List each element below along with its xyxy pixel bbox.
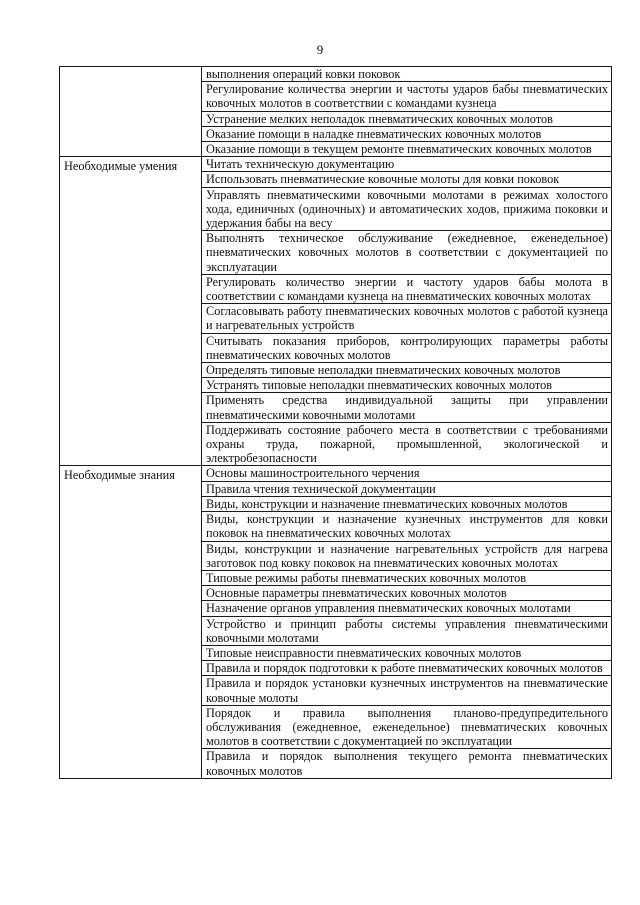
item-cell: Согласовывать работу пневматических ковочных молотов с работой кузнеца и нагревательных устройств <box>202 304 612 333</box>
item-cell: Типовые режимы работы пневматических ковочных молотов <box>202 570 612 585</box>
item-cell: Использовать пневматические ковочные молоты для ковки поковок <box>202 172 612 187</box>
table-row <box>60 67 612 82</box>
item-cell: Применять средства индивидуальной защиты при управлении пневматическими ковочными молотами <box>202 393 612 422</box>
item-cell: Виды, конструкции и назначение кузнечных инструментов для ковки поковок на пневматических ковочных молотах <box>202 512 612 541</box>
item-cell: Управлять пневматическими ковочными молотами в режимах холостого хода, единичных (одиночных) и автоматических ходов, прижима поковки и удержания бабы на весу <box>202 187 612 231</box>
item-cell: Устранять типовые неполадки пневматических ковочных молотов <box>202 378 612 393</box>
item-cell: Определять типовые неполадки пневматических ковочных молотов <box>202 363 612 378</box>
requirements-table <box>59 66 612 779</box>
item-cell: Порядок и правила выполнения планово-предупредительного обслуживания (ежедневное, еженедельное) пневматических ковочных молотов в соответствии с документацией по эксплуатации <box>202 705 612 749</box>
item-cell: Оказание помощи в наладке пневматических ковочных молотов <box>202 126 612 141</box>
item-cell: Типовые неисправности пневматических ковочных молотов <box>202 645 612 660</box>
item-cell: Читать техническую документацию <box>202 157 612 172</box>
item-cell: Регулировать количество энергии и частоту ударов бабы молота в соответствии с командами кузнеца на пневматических ковочных молотах <box>202 274 612 303</box>
category-cell: Необходимые умения <box>60 157 202 466</box>
item-cell: Основные параметры пневматических ковочных молотов <box>202 586 612 601</box>
item-cell: Устройство и принцип работы системы управления пневматическими ковочными молотами <box>202 616 612 645</box>
item-cell: Правила и порядок подготовки к работе пневматических ковочных молотов <box>202 661 612 676</box>
item-cell: Правила и порядок выполнения текущего ремонта пневматических ковочных молотов <box>202 749 612 778</box>
item-cell: Назначение органов управления пневматических ковочных молотами <box>202 601 612 616</box>
item-cell: Правила чтения технической документации <box>202 481 612 496</box>
page-number: 9 <box>316 42 324 57</box>
category-cell: Необходимые знания <box>60 466 202 778</box>
item-cell: Виды, конструкции и назначение нагревательных устройств для нагрева заготовок под ковку поковок на пневматических ковочных молотах <box>202 541 612 570</box>
item-cell: Виды, конструкции и назначение пневматических ковочных молотов <box>202 496 612 511</box>
item-cell: Выполнять техническое обслуживание (ежедневное, еженедельное) пневматических ковочных молотов в соответствии с документацией по эксплуатации <box>202 231 612 275</box>
table-row <box>60 157 612 172</box>
item-cell: Поддерживать состояние рабочего места в соответствии с требованиями охраны труда, пожарной, промышленной, экологической и электробезопасности <box>202 422 612 466</box>
item-cell: Оказание помощи в текущем ремонте пневматических ковочных молотов <box>202 142 612 157</box>
item-cell: выполнения операций ковки поковок <box>202 67 612 82</box>
category-cell <box>60 67 202 157</box>
item-cell: Правила и порядок установки кузнечных инструментов на пневматические ковочные молоты <box>202 676 612 705</box>
item-cell: Регулирование количества энергии и частоты ударов бабы пневматических ковочных молотов в соответствии с командами кузнеца <box>202 82 612 111</box>
item-cell: Считывать показания приборов, контролирующих параметры работы пневматических ковочных молотов <box>202 333 612 362</box>
item-cell: Основы машиностроительного черчения <box>202 466 612 481</box>
table-row <box>60 466 612 481</box>
requirements-table-body <box>60 67 612 779</box>
item-cell: Устранение мелких неполадок пневматических ковочных молотов <box>202 111 612 126</box>
